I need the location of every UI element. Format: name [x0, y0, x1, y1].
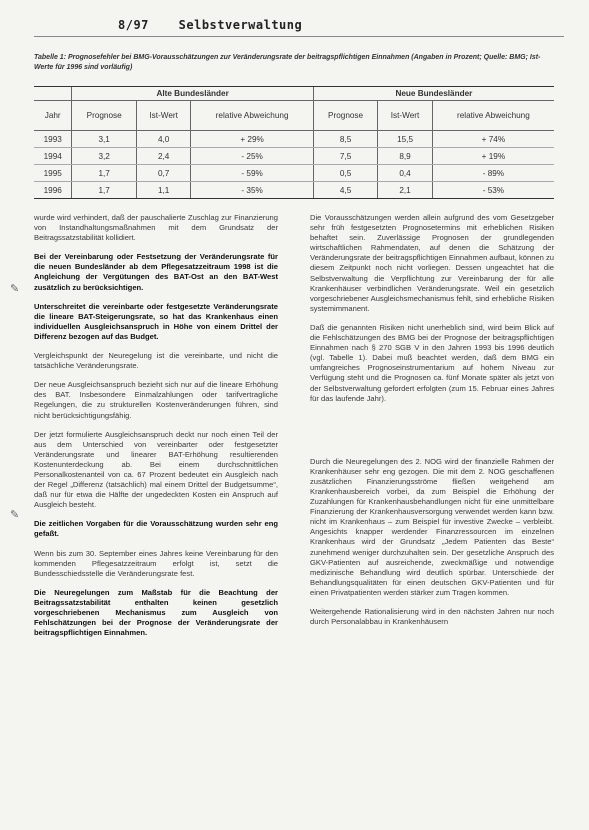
table-cell: 1994	[34, 148, 72, 165]
table-cell: 1995	[34, 165, 72, 182]
column-header: relative Abweichung	[191, 101, 313, 131]
table-row	[34, 131, 554, 148]
body-paragraph: Der neue Ausgleichsanspruch bezieht sich nur auf die lineare Erhöhung des BAT. Insbesondere Einmalzahlungen oder tarifvertragliche Regelungen, die zu strukturellen Kostenveränderungen führen, sind nicht berücksichtigungsfähig.	[34, 380, 278, 420]
body-paragraph: wurde wird verhindert, daß der pauschalierte Zuschlag zur Finanzierung von Instandhaltungsmaßnahmen mit dem Grundsatz der Beitragssatzstabilität kollidiert.	[34, 213, 278, 243]
table-cell: 7,5	[313, 148, 378, 165]
table-cell: 15,5	[378, 131, 432, 148]
column-header: Jahr	[34, 101, 72, 131]
header-rule	[34, 36, 564, 37]
table-cell: 2,4	[136, 148, 190, 165]
table-cell: 4,0	[136, 131, 190, 148]
highlight-paragraph: Bei der Vereinbarung oder Festsetzung der Veränderungsrate für die neuen Bundesländer ab dem Pflegesatzzeitraum 1998 ist die Angleichung der Vergütungen des BAT-Ost an den BAT-West zusätzlich zu berücksichtigen.	[34, 252, 278, 292]
table-cell: 8,5	[313, 131, 378, 148]
table-caption: Tabelle 1: Prognosefehler bei BMG-Vorausschätzungen zur Veränderungsrate der beitragspflichtigen Einnahmen (Angaben in Prozent; Quelle: BMG; Ist-Werte für 1996 sind vorläufig)	[34, 54, 541, 71]
highlight-paragraph: Unterschreitet die vereinbarte oder festgesetzte Veränderungsrate die lineare BAT-Steigerungsrate, so hat das Krankenhaus einen individuellen Ausgleichsanspruch in Höhe von einem Drittel der Differenz bezogen auf das Budget.	[34, 301, 278, 341]
table-row	[34, 182, 554, 199]
table-cell: - 59%	[191, 165, 313, 182]
column-header: Prognose	[313, 101, 378, 131]
table-cell: + 29%	[191, 131, 313, 148]
highlight-paragraph: Die zeitlichen Vorgaben für die Vorausschätzung wurden sehr eng gefaßt.	[34, 519, 278, 539]
body-paragraph: Weitergehende Rationalisierung wird in den nächsten Jahren nur noch durch Personalabbau in Krankenhäusern	[310, 607, 554, 627]
right-column	[310, 213, 554, 636]
body-paragraph: Vergleichspunkt der Neuregelung ist die vereinbarte, und nicht die tatsächliche Veränderungsrate.	[34, 351, 278, 371]
table-cell: + 74%	[432, 131, 554, 148]
table-cell: 1996	[34, 182, 72, 199]
table-cell: 1,7	[72, 165, 137, 182]
table-cell: 0,5	[313, 165, 378, 182]
table-cell: 8,9	[378, 148, 432, 165]
body-paragraph: Daß die genannten Risiken nicht unerheblich sind, wird beim Blick auf die Fehlschätzungen des BMG bei der Prognose der beitragspflichtigen Einnahmen nach § 270 SGB V in den Jahren 1993 bis 1996 deutlich (vgl. Tabelle 1). Dabei muß beachtet werden, daß dem BMG ein umfangreiches Prognoseinstrumentarium auf hohem Niveau zur Verfügung steht und die Prognosen ca. fünf Monate später als jetzt von der Selbstverwaltung gefordert erfolgten (zum 15. Februar eines Jahres für das laufende Jahr).	[310, 322, 554, 403]
body-paragraph: Die Vorausschätzungen werden allein aufgrund des vom Gesetzgeber sehr früh festgesetzten Prognosetermins mit erheblichen Risiken behaftet sein. Zuverlässige Prognosen der grundlegenden wirtschaftlichen Rahmendaten, auf denen die Schätzung der Veränderungsrate der beitragspflichtigen Einnahmen aufbaut, können zu diesem Zeitpunkt noch nicht vorliegen. Dessen ungeachtet hat die Selbstverwaltung die Verpflichtung zur Vereinbarung der für alle Krankenhäuser verbindlichen Veränderungsrate. Weil ein gesetzlich vorgeschriebener Ausgleichsmechanismus fehlt, sind erhebliche Risiken systemimmanent.	[310, 213, 555, 313]
body-paragraph: Durch die Neuregelungen des 2. NOG wird der finanzielle Rahmen der Krankenhäuser sehr eng gezogen. Die mit dem 2. NOG geschaffenen zusätzlichen Finanzierungsströme fließen weitgehend am Krankenhausbereich vorbei, da zum Beispiel die Erhöhung der Zuzahlungen für Krankenhausbehandlungen nicht für eine unmittelbare Finanzierung der Krankenhausversorgung verwendet werden kann bzw. nicht im Krankenhaus – zum Beispiel für investive Zwecke – verbleibt. Angesichts knapper werdender Finanzressourcen im einzelnen Krankenhaus wird der Grundsatz „Jedem Patienten das Beste“ zunehmend weniger durchzuhalten sein. Der gesetzliche Anspruch des GKV-Patienten auf ausreichende, zweckmäßige und notwendige medizinische Behandlung wird deutlich spürbar. Unterschiede der Behandlungsqualitäten für einen deutschen GKV-Patienten und für einen Privatpatienten werden stärker zum Tragen kommen.	[310, 456, 554, 597]
body-paragraph: Der jetzt formulierte Ausgleichsanspruch deckt nur noch einen Teil der aus dem Unterschied von vereinbarter oder festgesetzter Veränderungsrate und linearer BAT-Erhöhung resultierenden Kostenunterdeckung ab. Bei einem durchschnittlichen Personalkostenanteil von ca. 67 Prozent bedeutet ein Ausgleich nach der Regel „Differenz (tatsächlich) mal einem Drittel der Budgetsumme“, daß nur für etwa die Hälfte der ungedeckten Kosten ein Anspruch auf Ausgleich besteht.	[34, 429, 278, 510]
table-column-header	[34, 101, 554, 131]
column-header: Prognose	[72, 101, 137, 131]
margin-pen-mark: ✎	[10, 509, 20, 521]
table-row	[34, 148, 554, 165]
table-cell: 2,1	[378, 182, 432, 199]
column-header: Ist-Wert	[378, 101, 432, 131]
table-cell: + 19%	[432, 148, 554, 165]
table-cell: - 89%	[432, 165, 554, 182]
forecast-error-table	[34, 86, 554, 199]
page-header	[118, 18, 558, 32]
section-title: Selbstverwaltung	[178, 18, 303, 32]
table-cell: 3,2	[72, 148, 137, 165]
table-cell: 1,7	[72, 182, 137, 199]
table-cell: 0,4	[378, 165, 432, 182]
table-cell: - 35%	[191, 182, 313, 199]
table-row	[34, 165, 554, 182]
table-group-header	[34, 87, 554, 101]
column-header: Ist-Wert	[136, 101, 190, 131]
table-cell: - 53%	[432, 182, 554, 199]
column-gap	[310, 413, 554, 457]
table-cell: 1,1	[136, 182, 190, 199]
issue-number: 8/97	[118, 18, 149, 32]
column-header: relative Abweichung	[432, 101, 554, 131]
highlight-paragraph: Die Neuregelungen zum Maßstab für die Beachtung der Beitragssatzstabilität enthalten keinen gesetzlich vorgeschriebenen Mechanismus zum Ausgleich von Fehlschätzungen bei der Prognose der Veränderungsrate der beitragspflichtigen Einnahmen.	[34, 587, 278, 638]
body-paragraph: Wenn bis zum 30. September eines Jahres keine Vereinbarung für den kommenden Pflegesatzzeitraum erfolgt ist, setzt die Bundesschiedsstelle die Veränderungsrate fest.	[34, 548, 278, 578]
group-spacer	[34, 87, 72, 101]
margin-pen-mark: ✎	[10, 283, 20, 295]
table-cell: 3,1	[72, 131, 137, 148]
group-east: Neue Bundesländer	[313, 87, 554, 101]
table-cell: 0,7	[136, 165, 190, 182]
left-column	[34, 213, 278, 647]
table-cell: 1993	[34, 131, 72, 148]
table-cell: - 25%	[191, 148, 313, 165]
table-cell: 4,5	[313, 182, 378, 199]
group-west: Alte Bundesländer	[72, 87, 313, 101]
